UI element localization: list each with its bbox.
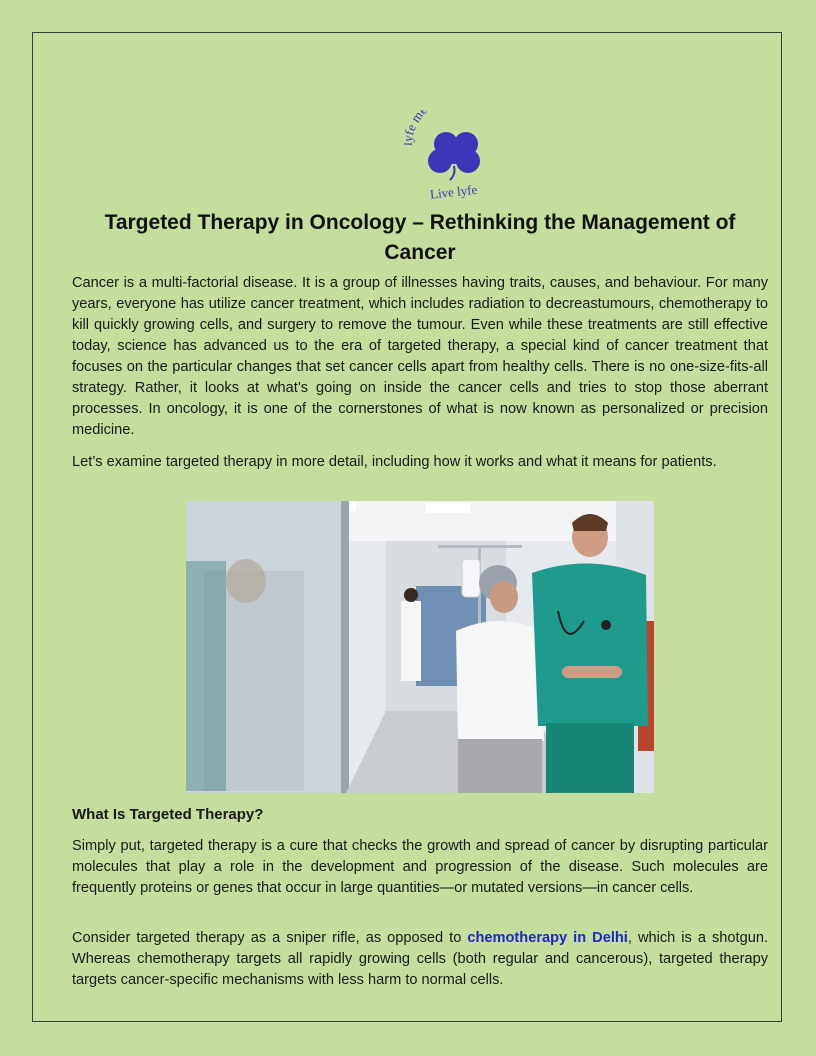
hospital-corridor-photo xyxy=(186,501,654,793)
page-title: Targeted Therapy in Oncology – Rethinking the Management of Cancer xyxy=(104,211,736,264)
section-paragraph-2 xyxy=(72,928,768,991)
section-paragraph-2-end: , which is a shotgun. Whereas chemotherapy targets all rapidly growing cells (both regular and cancerous), targeted therapy targets cancer-specific mechanisms with less harm to normal cells. xyxy=(72,930,768,988)
chemotherapy-delhi-link[interactable]: chemotherapy in Delhi xyxy=(467,930,628,946)
intro-paragraph-2: Let’s examine targeted therapy in more detail, including how it works and what it means for patients. xyxy=(72,454,717,470)
logo-brand-text: e m xyxy=(404,110,426,133)
intro-paragraph-1: Cancer is a multi-factorial disease. It is a group of illnesses having traits, causes, and behaviour. For many years, everyone has utilize cancer treatment, which includes radiation to decreastumours, chemotherapy to kill quickly growing cells, and surgery to remove the tumour. Even while these treatments are still effective today, science has advanced us to the era of targeted therapy, a special kind of cancer treatment that focuses on the particular changes that set cancer cells apart from healthy cells. There is no one-size-fits-all strategy. Rather, it looks at what’s going on inside the cancer cells and tries to stop those aberrant processes. In oncology, it is one of the cornerstones of what is now known as personalized or precision medicine. xyxy=(72,275,768,438)
section-heading: What Is Targeted Therapy? xyxy=(72,806,264,823)
section-paragraph-1: Simply put, targeted therapy is a cure that checks the growth and spread of cancer by disrupting particular molecules that play a role in the development and progression of the disease. Such molecules are frequently proteins or genes that occur in large quantities—or mutated versions—in cancer cells. xyxy=(72,838,768,896)
lyfe-medicare-logo xyxy=(404,110,510,202)
logo-tagline: Live lyfe xyxy=(429,181,478,202)
section-paragraph-2-start: Consider targeted therapy as a sniper rifle, as opposed to xyxy=(72,930,468,946)
